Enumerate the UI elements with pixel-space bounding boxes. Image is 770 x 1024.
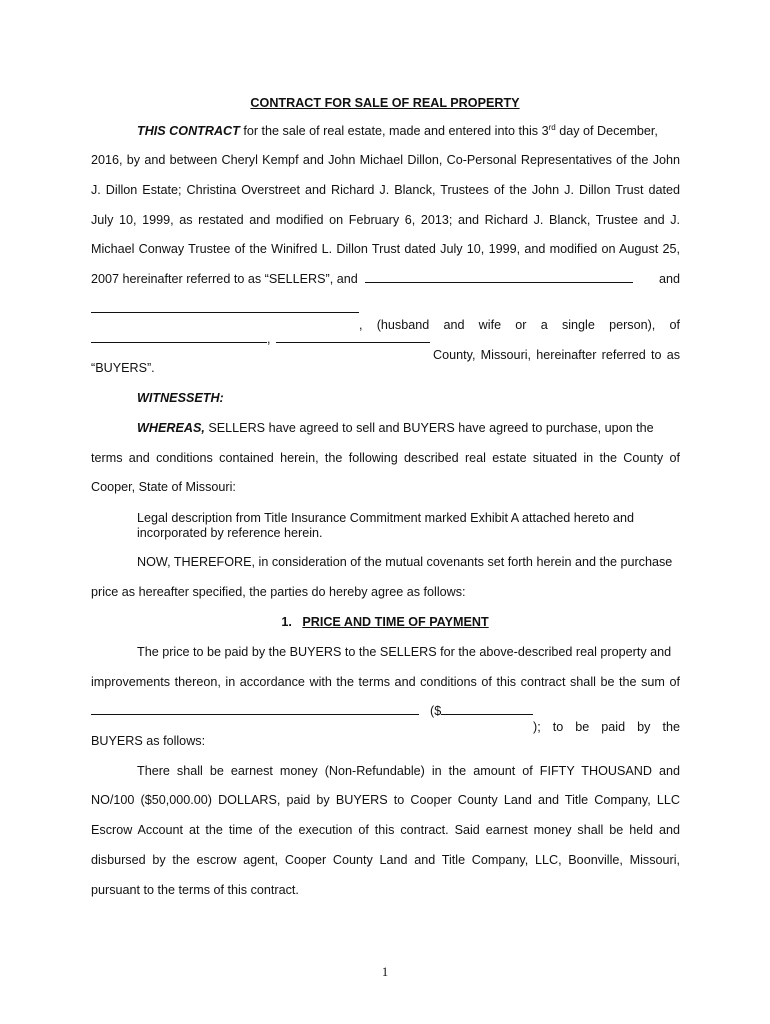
- legal-description: Legal description from Title Insurance Commitment marked Exhibit A attached hereto and incorporated by reference herein.: [137, 511, 635, 540]
- paragraph-4-line-4: BUYERS as follows:: [91, 734, 206, 748]
- paragraph-4-line-1: The price to be paid by the BUYERS to the SELLERS for the above-described real property and: [137, 645, 672, 659]
- paragraph-2-line-2: terms and conditions contained herein, the following described real estate situated in the County of: [91, 451, 680, 465]
- paragraph-1-line-4: July 10, 1999, as restated and modified on February 6, 2013; and Richard J. Blanck, Trustee and J.: [91, 213, 680, 227]
- paragraph-1-line-7: , (husband and wife or a single person), of: [91, 301, 680, 317]
- paragraph-1-line-8: , County, Missouri, hereinafter referred to as: [91, 331, 680, 347]
- paragraph-3-line-1: NOW, THEREFORE, in consideration of the mutual covenants set forth herein and the purchase: [137, 555, 673, 569]
- paragraph-1-line-3: J. Dillon Estate; Christina Overstreet and Richard J. Blanck, Trustees of the John J. Dillon Trust dated: [91, 183, 680, 197]
- contract-lead: THIS CONTRACT: [137, 124, 240, 138]
- section-1-heading: 1. PRICE AND TIME OF PAYMENT: [281, 615, 489, 629]
- paragraph-5-line-1: There shall be earnest money (Non-Refundable) in the amount of FIFTY THOUSAND and: [137, 764, 680, 778]
- price-words-blank[interactable]: [91, 703, 419, 715]
- witnesseth-heading: WITNESSETH:: [137, 391, 224, 405]
- price-amount-blank[interactable]: [441, 703, 533, 715]
- paragraph-1-line-1: THIS CONTRACT for the sale of real estate, made and entered into this 3rd day of December,: [137, 123, 658, 138]
- paragraph-5-line-3: Escrow Account at the time of the execution of this contract. Said earnest money shall be held and: [91, 823, 680, 837]
- paragraph-1-line-6: 2007 hereinafter referred to as “SELLERS”, and and: [91, 272, 680, 286]
- paragraph-5-line-5: pursuant to the terms of this contract.: [91, 883, 299, 897]
- buyer-name-blank[interactable]: [365, 271, 633, 283]
- page-number: 1: [381, 965, 389, 979]
- city-blank[interactable]: [91, 331, 267, 343]
- paragraph-4-line-2: improvements thereon, in accordance with the terms and conditions of this contract shall be the sum of: [91, 675, 680, 689]
- document-title: CONTRACT FOR SALE OF REAL PROPERTY: [250, 96, 520, 110]
- paragraph-5-line-2: NO/100 ($50,000.00) DOLLARS, paid by BUYERS to Cooper County Land and Title Company, LLC: [91, 793, 680, 807]
- whereas-lead: WHEREAS,: [137, 421, 205, 435]
- paragraph-5-line-4: disbursed by the escrow agent, Cooper County Land and Title Company, LLC, Boonville, Missouri,: [91, 853, 680, 867]
- paragraph-4-line-3: ($ ); to be paid by the: [91, 703, 680, 719]
- paragraph-3-line-2: price as hereafter specified, the parties do hereby agree as follows:: [91, 585, 466, 599]
- paragraph-2-line-1: WHEREAS, SELLERS have agreed to sell and BUYERS have agreed to purchase, upon the: [137, 421, 654, 435]
- second-buyer-name-blank[interactable]: [91, 301, 359, 313]
- paragraph-2-line-3: Cooper, State of Missouri:: [91, 480, 236, 494]
- paragraph-1-line-9: “BUYERS”.: [91, 361, 155, 375]
- paragraph-1-line-2: 2016, by and between Cheryl Kempf and John Michael Dillon, Co-Personal Representatives of the John: [91, 153, 680, 167]
- county-blank[interactable]: [276, 331, 430, 343]
- paragraph-1-line-5: Michael Conway Trustee of the Winifred L. Dillon Trust dated July 10, 1999, and modified on August 25,: [91, 242, 680, 256]
